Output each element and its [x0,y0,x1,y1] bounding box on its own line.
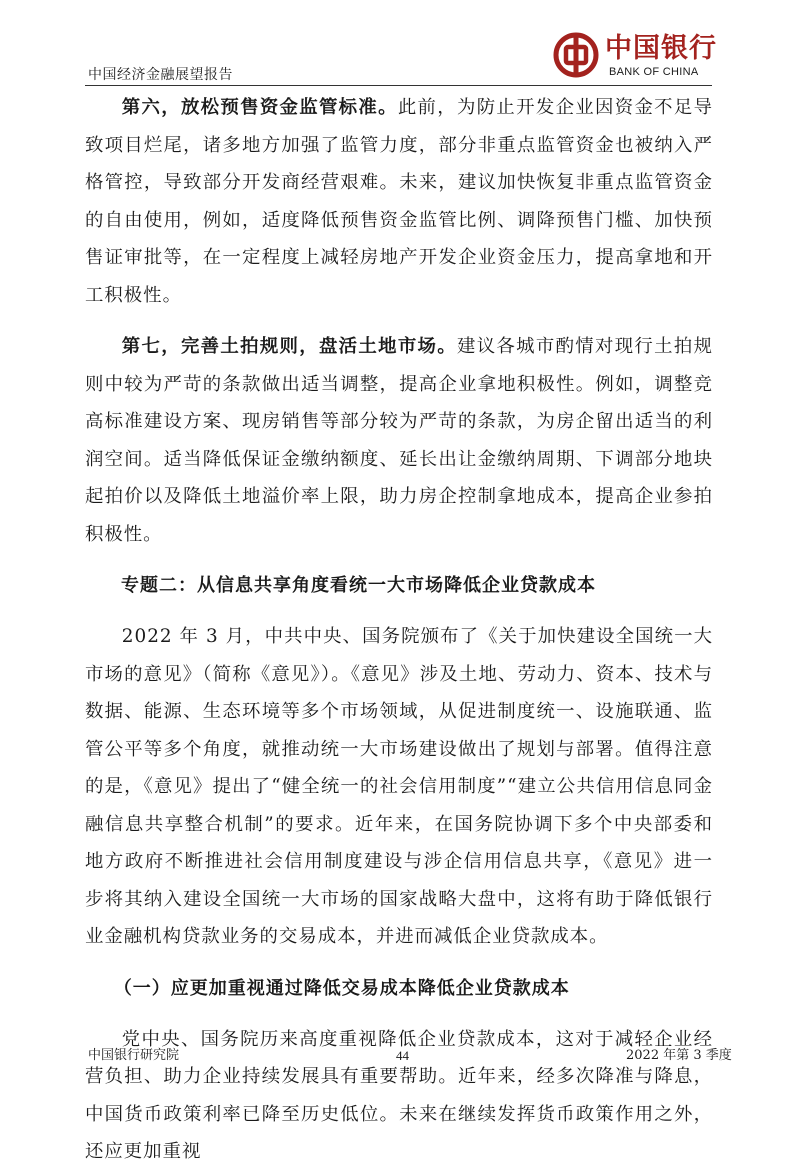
paragraph-lead: 第六，放松预售资金监管标准。 [121,97,398,118]
paragraph-policy-six [85,89,713,314]
paragraph-unified-market: 2022 年 3 月，中共中央、国务院颁布了《关于加快建设全国统一大市场的意见》（简称《意见》）。《意见》涉及土地、劳动力、资本、技术与数据、能源、生态环境等多个市场领域，从促进制度统一、设施联通、监管公平等多个角度，就推动统一大市场建设做出了规划与部署。值得注意的是，《意见》提出了“健全统一的社会信用制度”“建立公共信用信息同金融信息共享整合机制”的要求。近年来，在国务院协调下多个中央部委和地方政府不断推进社会信用制度建设与涉企信用信息共享，《意见》进一步将其纳入建设全国统一大市场的国家战略大盘中，这将有助于降低银行业金融机构贷款业务的交易成本，并进而减低企业贷款成本。 [85,626,713,947]
bank-of-china-emblem-icon [553,32,599,78]
paragraph-loan-cost: 党中央、国务院历来高度重视降低企业贷款成本，这对于减轻企业经营负担、助力企业持续发展具有重要帮助。近年来，经多次降准与降息，中国货币政策利率已降至历史低位。未来在继续发挥货币政策作用之外，还应更加重视 [85,1028,713,1162]
subsection-heading-one: （一）应更加重视通过降低交易成本降低企业贷款成本 [113,977,570,999]
logo-chinese-text: 中国银行 [605,33,717,64]
footer-institute: 中国银行研究院 [88,1048,180,1063]
paragraph-text: 此前，为防止开发企业因资金不足导致项目烂尾，诸多地方加强了监管力度，部分非重点监管资金也被纳入严格管控，导致部分开发商经营艰难。未来，建议加快恢复非重点监管资金的自由使用，例如，适度降低预售资金监管比例、调降预售门槛、加快预售证审批等，在一定程度上减轻房地产开发企业资金压力，提高拿地和开工积极性。 [85,97,713,306]
paragraph-lead: 第七，完善土拍规则，盘活土地市场。 [121,336,457,357]
report-title: 中国经济金融展望报告 [88,67,233,83]
logo-english-text: BANK OF CHINA [609,66,699,78]
paragraph-text: 建议各城市酌情对现行土拍规则中较为严苛的条款做出适当调整，提高企业拿地积极性。例如，调整竞高标准建设方案、现房销售等部分较为严苛的条款，为房企留出适当的利润空间。适当降低保证金缴纳额度、延长出让金缴纳周期、下调部分地块起拍价以及降低土地溢价率上限，助力房企控制拿地成本，提高企业参拍积极性。 [85,336,713,545]
page-number: 44 [396,1048,409,1063]
paragraph-policy-seven [85,328,713,553]
header-divider [85,85,712,86]
footer-period: 2022 年第 3 季度 [626,1048,732,1063]
bank-logo [551,32,716,82]
main-content [85,89,713,1171]
section-heading-topic-two: 专题二：从信息共享角度看统一大市场降低企业贷款成本 [121,575,596,596]
